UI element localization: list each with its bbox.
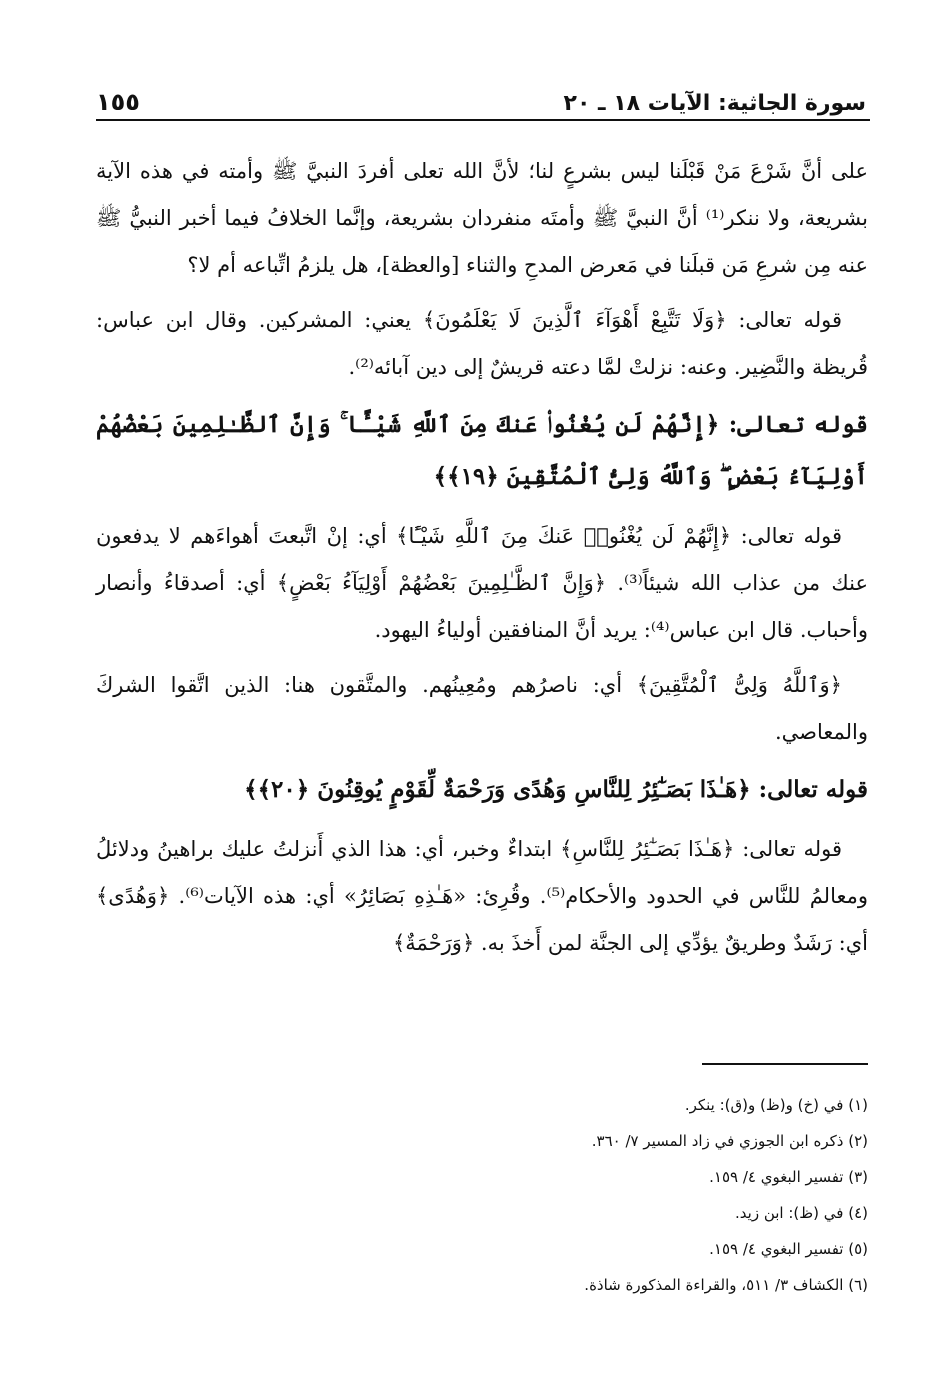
page-number: ١٥٥ xyxy=(96,88,140,116)
footnotes xyxy=(96,1087,868,1303)
running-header xyxy=(96,82,866,116)
footnote: (٦) الكشاف ٣/ ٥١١، والقراءة المذكورة شاذة. xyxy=(584,1276,868,1294)
footnote: (٤) في (ظ): ابن زيد. xyxy=(735,1204,868,1222)
paragraph-commentary: قوله تعالى: ﴿وَلَا تَتَّبِعْ أَهْوَآءَ ٱلَّذِينَ لَا يَعْلَمُونَ﴾ يعني: المشركين. وقال ابن عباس: قُريظة والنَّضِير. وعنه: نزلتْ لمَّا دعته قريشٌ إلى دين آبائه⁽²⁾. xyxy=(96,308,868,379)
footnote-divider xyxy=(702,1063,868,1065)
header-title: سورة الجاثية: الآيات ١٨ ـ ٢٠ xyxy=(563,91,866,116)
paragraph-commentary: قوله تعالى: ﴿هَـٰذَا بَصَـٰٓئِرُ لِلنَّاسِ﴾ ابتداءٌ وخبر، أي: هذا الذي أَنزلتُ عليك براهينُ ودلائلُ ومعالمُ للنَّاس في الحدود والأحكام⁽⁵⁾. وقُرِئ: «هَـٰذِهِ بَصَائِرُ» أي: هذه الآيات⁽⁶⁾. ﴿وَهُدًى﴾ أي: رَشَدٌ وطريقٌ يؤدِّي إلى الجنَّة لمن أَخذَ به. ﴿وَرَحْمَةٌ﴾ xyxy=(96,837,868,955)
footnote: (٢) ذكره ابن الجوزي في زاد المسير ٧/ ٣٦٠. xyxy=(591,1132,868,1150)
paragraph-continuation: على أنَّ شَرْعَ مَنْ قَبْلَنا ليس بشرعٍ لنا؛ لأنَّ الله تعلى أفردَ النبيَّ ﷺ وأمته في هذه الآية بشريعة، ولا ننكر⁽¹⁾ أنَّ النبيَّ ﷺ وأمتَه منفردان بشريعة، وإنَّما الخلافُ فيما أخبر النبيُّ ﷺ عنه مِن شرعِ مَن قبلَنا في مَعرض المدحِ والثناء [والعظة]، هل يلزمُ اتِّباعه أم لا؟ xyxy=(96,159,868,277)
header-divider xyxy=(96,119,870,121)
footnote: (١) في (خ) و(ظ) و(ق): ينكر. xyxy=(684,1096,868,1114)
verse-heading-19: قوله تعالى: ﴿إِنَّهُمْ لَن يُغْنُوا۟ عَنكَ مِنَ ٱللَّهِ شَيْـًٔا ۚ وَإِنَّ ٱلظَّـٰلِمِينَ بَعْضُهُمْ أَوْلِيَآءُ بَعْضٍ ۖ وَٱللَّهُ وَلِىُّ ٱلْمُتَّقِينَ ﴿١٩﴾﴾ xyxy=(96,411,868,490)
verse-heading-20: قوله تعالى: ﴿هَـٰذَا بَصَـٰٓئِرُ لِلنَّاسِ وَهُدًى وَرَحْمَةٌ لِّقَوْمٍ يُوقِنُونَ ﴿٢٠﴾﴾ xyxy=(244,776,868,803)
paragraph-commentary: قوله تعالى: ﴿إِنَّهُمْ لَن يُغْنُوا۟ عَنكَ مِنَ ٱللَّهِ شَيْـًٔا﴾ أي: إنْ اتَّبعتَ أهواءَهم لا يدفعون عنك من عذاب الله شيئاً⁽³⁾. ﴿وَإِنَّ ٱلظَّـٰلِمِينَ بَعْضُهُمْ أَوْلِيَآءُ بَعْضٍ﴾ أي: أصدقاءُ وأنصار وأحباب. قال ابن عباس⁽⁴⁾: يريد أنَّ المنافقين أولياءُ اليهود. xyxy=(96,524,868,642)
paragraph-commentary: ﴿وَٱللَّهُ وَلِىُّ ٱلْمُتَّقِينَ﴾ أي: ناصرُهم ومُعِينُهم. والمتَّقون هنا: الذين اتَّقوا الشركَ والمعاصي. xyxy=(96,673,868,744)
main-text xyxy=(96,148,868,975)
footnote: (٥) تفسير البغوي ٤/ ١٥٩. xyxy=(709,1240,868,1258)
footnote: (٣) تفسير البغوي ٤/ ١٥٩. xyxy=(709,1168,868,1186)
